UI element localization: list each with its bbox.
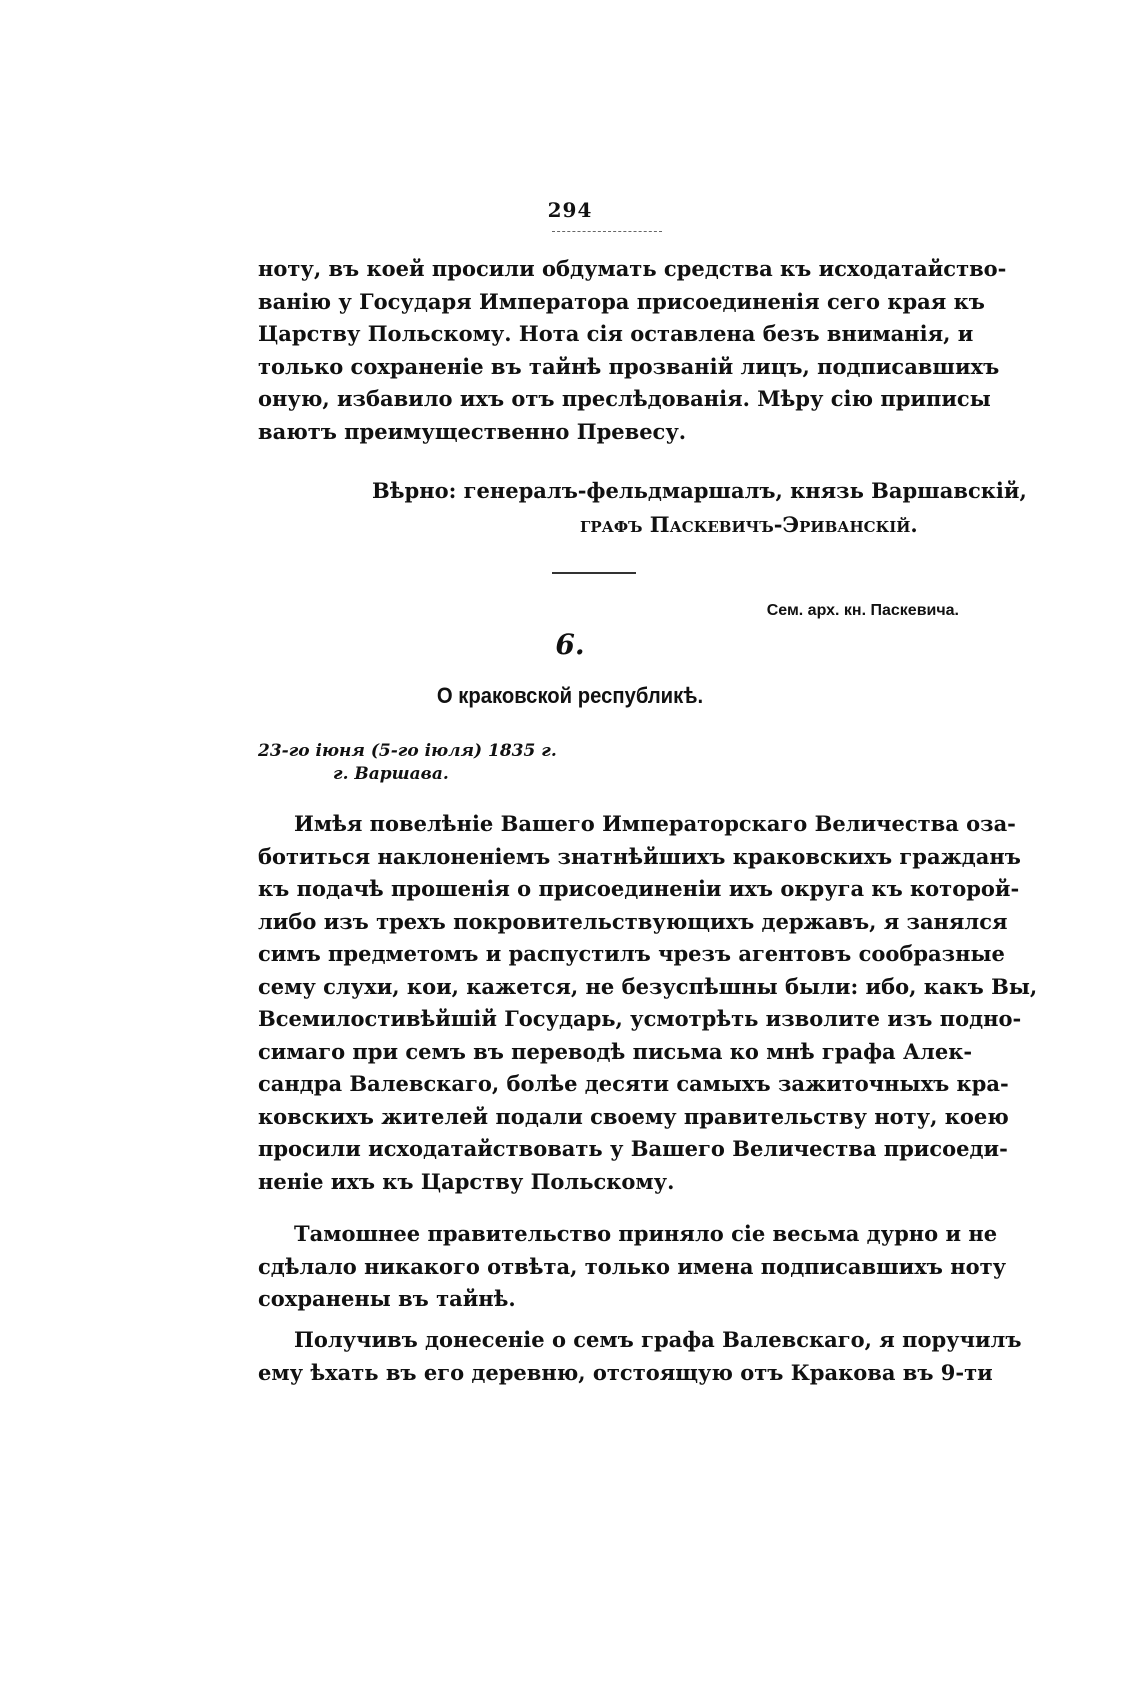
text-line: ковскихъ жителей подали своему правительству ноту, коею [258, 1103, 1009, 1129]
text-line: сандра Валевскаго, болѣе десяти самыхъ зажиточныхъ кра- [258, 1071, 1009, 1096]
intro-paragraph [258, 253, 1007, 448]
body-paragraph-2 [258, 1218, 1007, 1316]
document-number: 6. [555, 628, 585, 661]
text-line: только сохраненіе въ тайнѣ прозваній лицъ, подписавшихъ [258, 353, 1000, 379]
text-line: къ подачѣ прошенія о присоединеніи ихъ округа къ которой- [258, 876, 1020, 901]
body-paragraph-1 [258, 808, 1038, 1198]
signature-line-1: Вѣрно: генералъ-фельдмаршалъ, князь Варшавскій, [372, 478, 1027, 503]
text-line: ноту, въ коей просили обдумать средства къ исходатайство- [258, 256, 1007, 281]
text-line: ему ѣхать въ его деревню, отстоящую отъ Кракова въ 9-ти [258, 1359, 993, 1385]
text-line: просили исходатайствовать у Вашего Величества присоеди- [258, 1136, 1008, 1161]
document-date: 23-го іюня (5-го іюля) 1835 г. [258, 741, 557, 761]
text-line: симаго при семъ въ переводѣ письма ко мнѣ графа Алек- [258, 1038, 973, 1064]
text-line: ванію у Государя Императора присоединенія сего края къ [258, 288, 985, 314]
page-number-ornament [552, 227, 662, 232]
text-line: ваютъ преимущественно Превесу. [258, 418, 687, 444]
text-line: Всемилостивѣйшій Государь, усмотрѣть изволите изъ подно- [258, 1006, 1022, 1031]
page-number: 294 [547, 198, 593, 222]
text-line: сохранены въ тайнѣ. [258, 1286, 516, 1311]
text-line: либо изъ трехъ покровительствующихъ державъ, я занялся [258, 908, 1008, 934]
text-line: оную, избавило ихъ отъ преслѣдованія. Мѣру сію приписы [258, 386, 991, 411]
text-line: Царству Польскому. Нота сія оставлена безъ вниманія, и [258, 321, 974, 346]
text-line: Имѣя повелѣніе Вашего Императорскаго Величества оза- [294, 811, 1016, 836]
text-line: ботиться наклоненіемъ знатнѣйшихъ краковскихъ гражданъ [258, 843, 1021, 869]
archive-source-note: Сем. арх. кн. Паскевича. [766, 602, 959, 619]
text-line: симъ предметомъ и распустилъ чрезъ агентовъ сообразные [258, 941, 1005, 966]
text-line: Тамошнее правительство приняло сіе весьма дурно и не [294, 1221, 998, 1246]
signature-line-2: графъ Паскевичъ-Эриванскій. [580, 512, 918, 537]
document-title: О краковской республикѣ. [436, 683, 704, 708]
text-line: сему слухи, кои, кажется, не безуспѣшны были: ибо, какъ Вы, [258, 973, 1038, 999]
body-paragraph-3 [258, 1324, 1022, 1389]
text-line: неніе ихъ къ Царству Польскому. [258, 1168, 675, 1194]
section-divider [552, 572, 636, 574]
text-line: Получивъ донесеніе о семъ графа Валевскаго, я поручилъ [294, 1327, 1022, 1352]
document-place: г. Варшава. [333, 764, 449, 784]
text-line: сдѣлало никакого отвѣта, только имена подписавшихъ ноту [258, 1253, 1007, 1279]
